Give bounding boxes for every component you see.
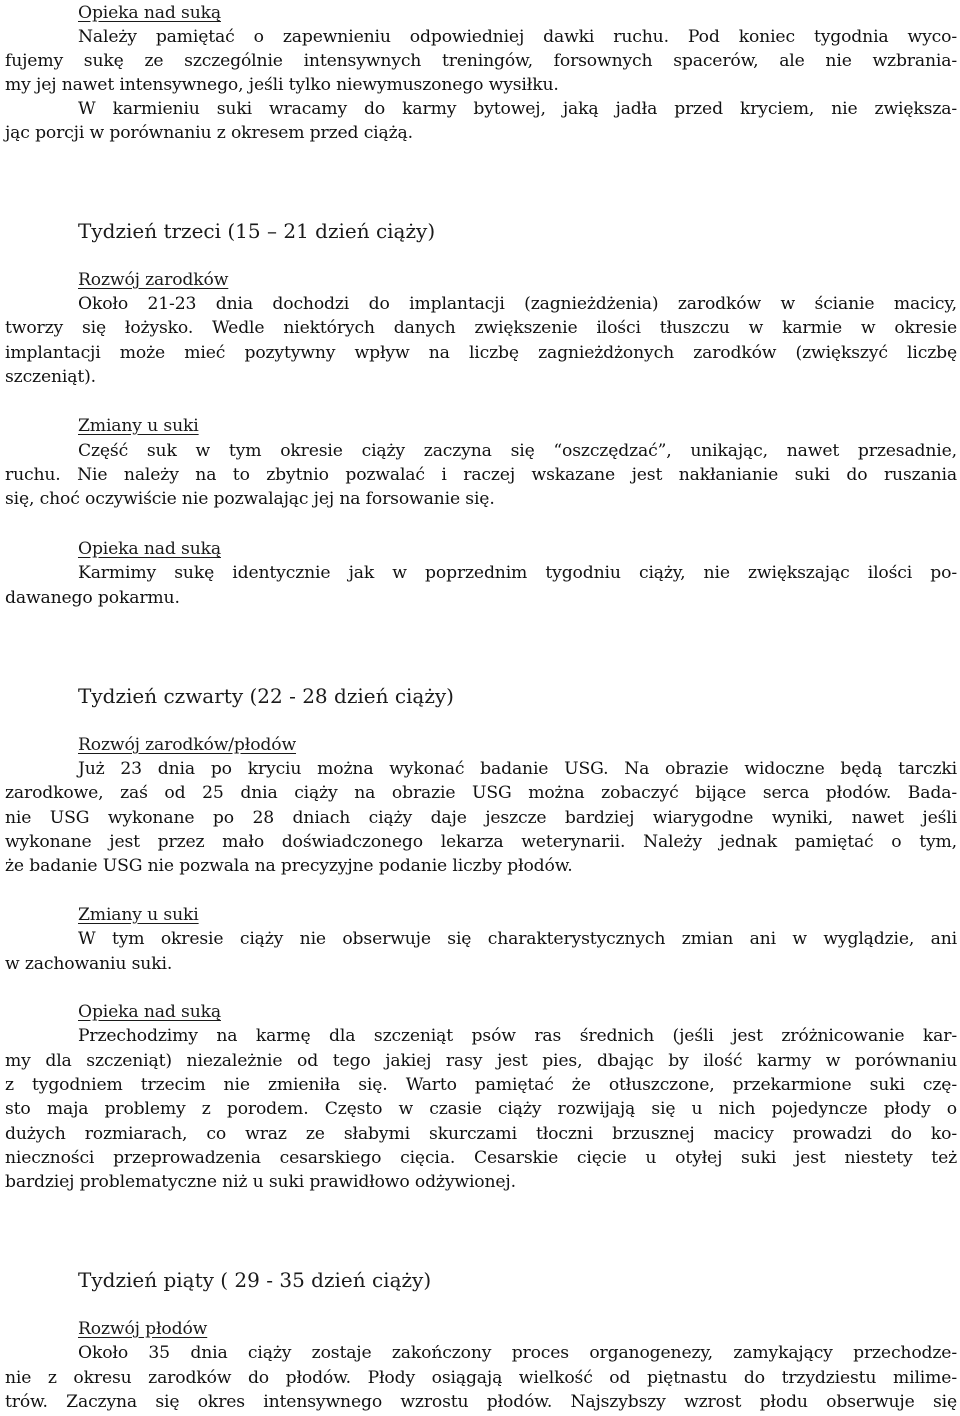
paragraph-line: W karmieniu suki wracamy do karmy bytowej, jaką jadła przed kryciem, nie zwiększa- <box>78 99 957 119</box>
paragraph-line: szczeniąt). <box>5 367 96 387</box>
week-heading: Tydzień trzeci (15 – 21 dzień ciąży) <box>78 219 436 243</box>
paragraph-line: Karmimy sukę identycznie jak w poprzednim tygodniu ciąży, nie zwiększając ilości po- <box>78 563 957 583</box>
subsection-title: Opieka nad suką <box>78 3 221 23</box>
subsection-title: Rozwój płodów <box>78 1319 208 1339</box>
paragraph-line: Przechodzimy na karmę dla szczeniąt psów ras średnich (jeśli jest zróżnicowanie kar- <box>78 1026 957 1046</box>
paragraph-line: w zachowaniu suki. <box>5 954 173 974</box>
paragraph-line: wykonane jest przez mało doświadczonego lekarza weterynarii. Należy jednak pamiętać o tym, <box>5 832 957 852</box>
paragraph-line: się, choć oczywiście nie pozwalając jej na forsowanie się. <box>5 489 495 509</box>
paragraph-line: Około 21-23 dnia dochodzi do implantacji (zagnieżdżenia) zarodków w ścianie macicy, <box>78 294 957 314</box>
paragraph-line: zarodkowe, zaś od 25 dnia ciąży na obrazie USG można zobaczyć bijące serca płodów. Bada- <box>5 783 957 803</box>
paragraph-line: my dla szczeniąt) niezależnie od tego jakiej rasy jest pies, dbając by ilość karmy w porównaniu <box>5 1051 957 1071</box>
week-heading: Tydzień piąty ( 29 - 35 dzień ciąży) <box>78 1268 432 1292</box>
paragraph-line: implantacji może mieć pozytywny wpływ na liczbę zagnieżdżonych zarodków (zwiększyć liczbę <box>5 343 957 363</box>
subsection-title: Opieka nad suką <box>78 539 221 559</box>
paragraph-line: Około 35 dnia ciąży zostaje zakończony proces organogenezy, zamykający przechodze- <box>78 1343 957 1363</box>
paragraph-line: W tym okresie ciąży nie obserwuje się charakterystycznych zmian ani w wyglądzie, ani <box>78 929 957 949</box>
paragraph-line: ruchu. Nie należy na to zbytnio pozwalać i raczej wskazane jest nakłanianie suki do ruszania <box>5 465 957 485</box>
paragraph-line: sto maja problemy z porodem. Często w czasie ciąży rozwijają się u nich pojedyncze płody o <box>5 1099 957 1119</box>
paragraph-line: Należy pamiętać o zapewnieniu odpowiedniej dawki ruchu. Pod koniec tygodnia wyco- <box>78 27 957 47</box>
paragraph-line: my jej nawet intensywnego, jeśli tylko niewymuszonego wysiłku. <box>5 75 559 95</box>
subsection-title: Zmiany u suki <box>78 905 199 925</box>
paragraph-line: nie z okresu zarodków do płodów. Płody osiągają wielkość od piętnastu do trzydziestu milime- <box>5 1368 957 1388</box>
paragraph-line: trów. Zaczyna się okres intensywnego wzrostu płodów. Najszybszy wzrost płodu obserwuje się <box>5 1392 957 1412</box>
paragraph-line: nie USG wykonane po 28 dniach ciąży daje jeszcze bardziej wiarygodne wyniki, nawet jeśli <box>5 808 957 828</box>
week-heading: Tydzień czwarty (22 - 28 dzień ciąży) <box>78 684 454 708</box>
paragraph-line: Część suk w tym okresie ciąży zaczyna się “oszczędzać”, unikając, nawet przesadnie, <box>78 441 957 461</box>
paragraph-line: jąc porcji w porównaniu z okresem przed ciążą. <box>5 123 413 143</box>
subsection-title: Zmiany u suki <box>78 416 199 436</box>
paragraph-line: że badanie USG nie pozwala na precyzyjne podanie liczby płodów. <box>5 856 573 876</box>
paragraph-line: bardziej problematyczne niż u suki prawidłowo odżywionej. <box>5 1172 516 1192</box>
subsection-title: Rozwój zarodków/płodów <box>78 735 297 755</box>
paragraph-line: dawanego pokarmu. <box>5 588 180 608</box>
subsection-title: Opieka nad suką <box>78 1002 221 1022</box>
paragraph-line: nieczności przeprowadzenia cesarskiego cięcia. Cesarskie cięcie u otyłej suki jest niestety też <box>5 1148 957 1168</box>
paragraph-line: Już 23 dnia po kryciu można wykonać badanie USG. Na obrazie widoczne będą tarczki <box>78 759 957 779</box>
paragraph-line: dużych rozmiarach, co wraz ze słabymi skurczami tłoczni brzusznej macicy prowadzi do ko- <box>5 1124 957 1144</box>
subsection-title: Rozwój zarodków <box>78 270 229 290</box>
paragraph-line: tworzy się łożysko. Wedle niektórych danych zwiększenie ilości tłuszczu w karmie w okresie <box>5 318 957 338</box>
paragraph-line: fujemy sukę ze szczególnie intensywnych treningów, forsownych spacerów, ale nie wzbrania- <box>5 51 957 71</box>
paragraph-line: z tygodniem trzecim nie zmieniła się. Warto pamiętać że otłuszczone, przekarmione suki czę- <box>5 1075 957 1095</box>
